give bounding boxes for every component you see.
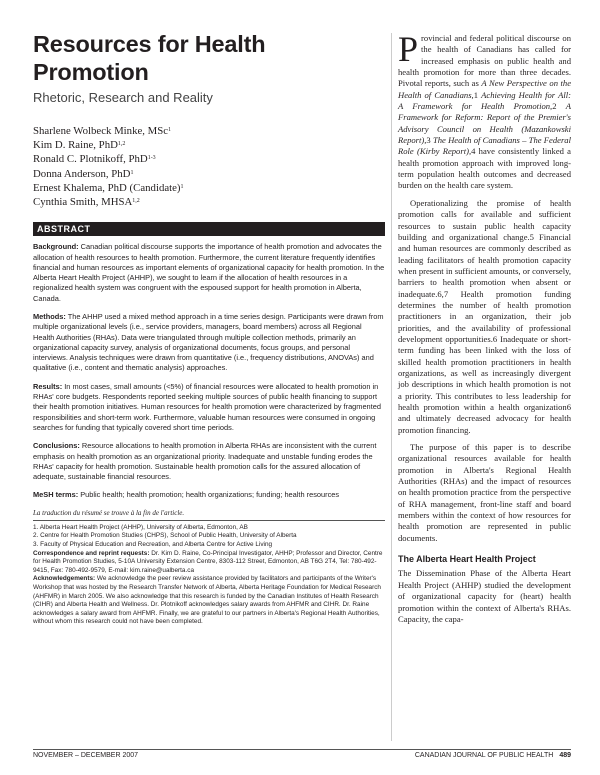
author: Donna Anderson, PhD$^1$ [33,167,134,180]
author-list [33,124,385,209]
abstract-body [33,242,385,501]
body-paragraph: Operationalizing the promise of health promotion calls for available and sufficient resources to sustain public health capacity building and organizational change.5 Financial and human resources are commonly described as leading facilitators of health promotion capacity when present in sufficient amounts, or conversely, barriers to health promotion when absent or inadequate.6,7 Health promotion funding determines the number of health promotion practitioners in an organization, their job priorities, and the availability of professional development opportunities.6 Inadequate or short-term funding has been linked with the loss of skilled health promotion practitioners in health organizations, as well as increasingly divergent job descriptions in which health promotion is not a priority. This contributes to less leadership for health promotion within a health organization6 and ultimately decreased advocacy for health promotion financing. [398,197,571,435]
abstract-results: Results: In most cases, small amounts (<5%) of financial resources were allocated to health promotion in RHAs' core budgets. Respondents reported seeking multiple sources of public health financing to support their health promotion initiatives. Human resources for health promotion were characterized by fragmented responsibilities and short-term work. Furthermore, valuable human resources were consumed in ongoing searches for funding that typically covered short time periods. [33,381,381,432]
article-title: Resources for Health Promotion [33,31,266,85]
left-column [33,30,385,627]
affiliation: 3. Faculty of Physical Education and Recreation, and Alberta Centre for Active Living [33,540,273,548]
acknowledgements: Acknowledgements: We acknowledge the peer review assistance provided by facilitators and participants of the Writer's Workshop that was hosted by the Research Transfer Network of Alberta, Alberta Heritage Foundation for Medical Research (AHFMR) in March 2005. We also acknowledge that this research is funded by the Canadian Institutes of Health Research (CIHR) and Alberta Health and Wellness. Dr. Plotnikoff acknowledges salary awards from AHFMR and CIHR. Dr. Raine acknowledges a salary award from AHFMR. Finally, we are grateful to our partners in Alberta's Regional Health Authorities, without whom this research could not have been completed. [33,575,381,626]
body-column [398,29,572,625]
page-footer [33,749,571,759]
body-paragraph: The Dissemination Phase of the Alberta Heart Health Project (AHHP) studied the development of organizational capacity for (heart) health promotion within the context of Alberta's RHAs. Capacity, the capa- [398,568,571,624]
author: Ronald C. Plotnikoff, PhD$^{1-3}$ [33,153,156,166]
abstract-methods: Methods: The AHHP used a mixed method approach in a time series design. Participants were drawn from multiple organizational levels (i.e., service providers, managers, board members) across all Regional Health Authorities (RHAs). Data were triangulated through multiple collection methods, primarily an organizational capacity survey, analysis of organizational documents, focus groups, and personal interviews. Analysis techniques were drawn from quantitative (i.e., frequency distributions, ANOVAs) and qualitative (i.e., content and thematic analysis) approaches. [33,312,384,373]
body-paragraph: The purpose of this paper is to describe organizational resources available for health promotion in Alberta's Regional Health Authorities (RHAs) and the impact of resources on health promotion practice from the perspective of RHA management, front-line staff and board members within the context of how resources for health promotion are represented in public documents. [398,442,571,543]
issue-date: NOVEMBER – DECEMBER 2007 [33,752,139,759]
page-number: 489 [559,752,571,759]
footnotes [33,524,385,627]
author: Kim D. Raine, PhD$^{1,2}$ [33,139,126,152]
author: Sharlene Wolbeck Minke, MSc$^1$ [33,125,172,137]
abstract-heading: ABSTRACT [33,222,385,236]
article-subtitle: Rhetoric, Research and Reality [33,90,213,105]
french-translation-note: La traduction du résumé se trouve à la fin de l'article. [33,508,185,517]
section-heading: The Alberta Heart Health Project [398,554,536,565]
abstract-conclusions: Conclusions: Resource allocations to health promotion in Alberta RHAs are inconsistent with the current emphasis on health promotion as an organizational priority. Inadequate and unstable funding erodes the RHAs' capacity for health promotion. Sustainable health promotion calls for the assured allocation of adequate, sustainable financial resources. [33,441,377,482]
author: Ernest Khalema, PhD (Candidate)$^1$ [33,181,184,194]
affiliation: 1. Alberta Heart Health Project (AHHP), University of Alberta, Edmonton, AB [33,523,248,531]
divider [33,520,385,521]
body-paragraph: Provincial and federal political discourse on the health of Canadians has called for increased emphasis on public health and health promotion for more than three decades. Pivotal reports, such as A New Perspective on the Health of Canadians,1 Achieving Health for All: A Framework for Health Promotion,2 A Framework for Reform: Report of the Premier's Advisory Council on Health (Mazankowski Report),3 The Health of Canadians – The Federal Role (Kirby Report),4 have consistently linked a health promotion approach with improved long-term population health outcomes and decreased burden on the health care system. [398,29,572,191]
column-divider [391,33,392,741]
correspondence: Correspondence and reprint requests: Dr. Kim D. Raine, Co-Principal Investigator, AHHP; Professor and Director, Centre for Health Promotion Studies, 5-10A University Extension Centre, 8303-112 Street, Edmonton, AB T6G 2T4, Tel: 780-492-9415, Fax: 780-492-9579, E-mail: kim.raine@ualberta.ca [33,549,383,574]
affiliation: 2. Centre for Health Promotion Studies (CHPS), School of Public Health, University of Alberta [33,532,297,540]
author: Cynthia Smith, MHSA$^{1,2}$ [33,196,140,209]
drop-cap: P [398,29,419,69]
abstract-mesh-terms: MeSH terms: Public health; health promotion; health organizations; funding; health resources [33,490,340,500]
abstract-background: Background: Canadian political discourse supports the importance of health promotion and advocates the allocation of health resources to health promotion. Furthermore, the current literature frequently identifies financial and human resources as important elements of organizational capacity for health promotion. In the Alberta Heart Health Project (AHHP), we sought to learn if the allocation of health resources in a regionalized health system was congruent with the espoused support for health promotion in Alberta, Canada. [33,242,385,303]
journal-info: CANADIAN JOURNAL OF PUBLIC HEALTH 489 [414,752,571,759]
